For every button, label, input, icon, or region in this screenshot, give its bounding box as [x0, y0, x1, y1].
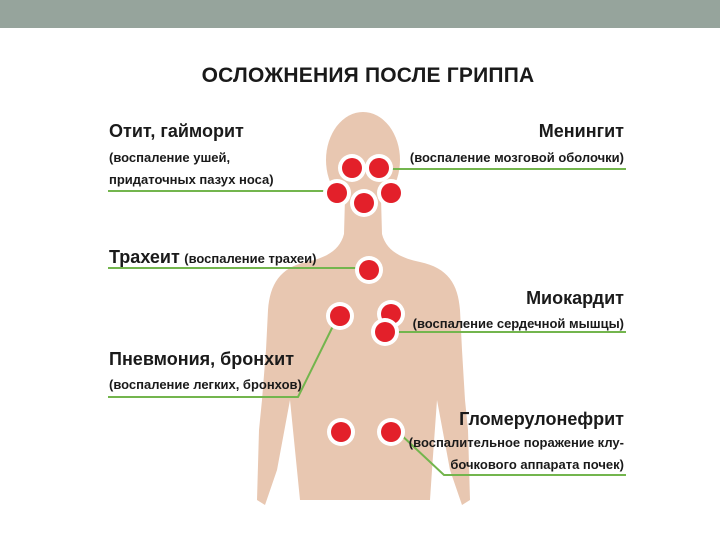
tracheitis-label — [109, 247, 316, 268]
meningitis-name: Менингит — [538, 121, 624, 141]
myocarditis-name: Миокардит — [526, 288, 624, 308]
tracheitis-desc: (воспаление трахеи) — [184, 251, 317, 266]
glomerulonephritis-desc-line1: (воспалительное поражение клу- — [408, 435, 624, 450]
otitis-name: Отит, гайморит — [109, 121, 244, 141]
marker — [326, 302, 354, 330]
tracheitis-name: Трахеит — [109, 247, 180, 267]
marker — [377, 179, 405, 207]
marker — [327, 418, 355, 446]
pneumonia-name: Пневмония, бронхит — [109, 349, 295, 369]
myocarditis-desc: (воспаление сердечной мышцы) — [412, 316, 624, 331]
marker — [350, 189, 378, 217]
pneumonia-desc: (воспаление легких, бронхов) — [109, 377, 302, 392]
otitis-desc-line2: придаточных пазух носа) — [109, 172, 274, 187]
marker — [371, 318, 399, 346]
otitis-desc-line1: (воспаление ушей, — [109, 150, 231, 165]
marker — [323, 179, 351, 207]
marker — [377, 418, 405, 446]
marker — [365, 154, 393, 182]
marker — [355, 256, 383, 284]
meningitis-desc: (воспаление мозговой оболочки) — [409, 150, 624, 165]
glomerulonephritis-name: Гломерулонефрит — [459, 409, 624, 429]
marker — [338, 154, 366, 182]
page-title: ОСЛОЖНЕНИЯ ПОСЛЕ ГРИППА — [201, 64, 535, 87]
glomerulonephritis-desc-line2: бочкового аппарата почек) — [450, 457, 624, 472]
